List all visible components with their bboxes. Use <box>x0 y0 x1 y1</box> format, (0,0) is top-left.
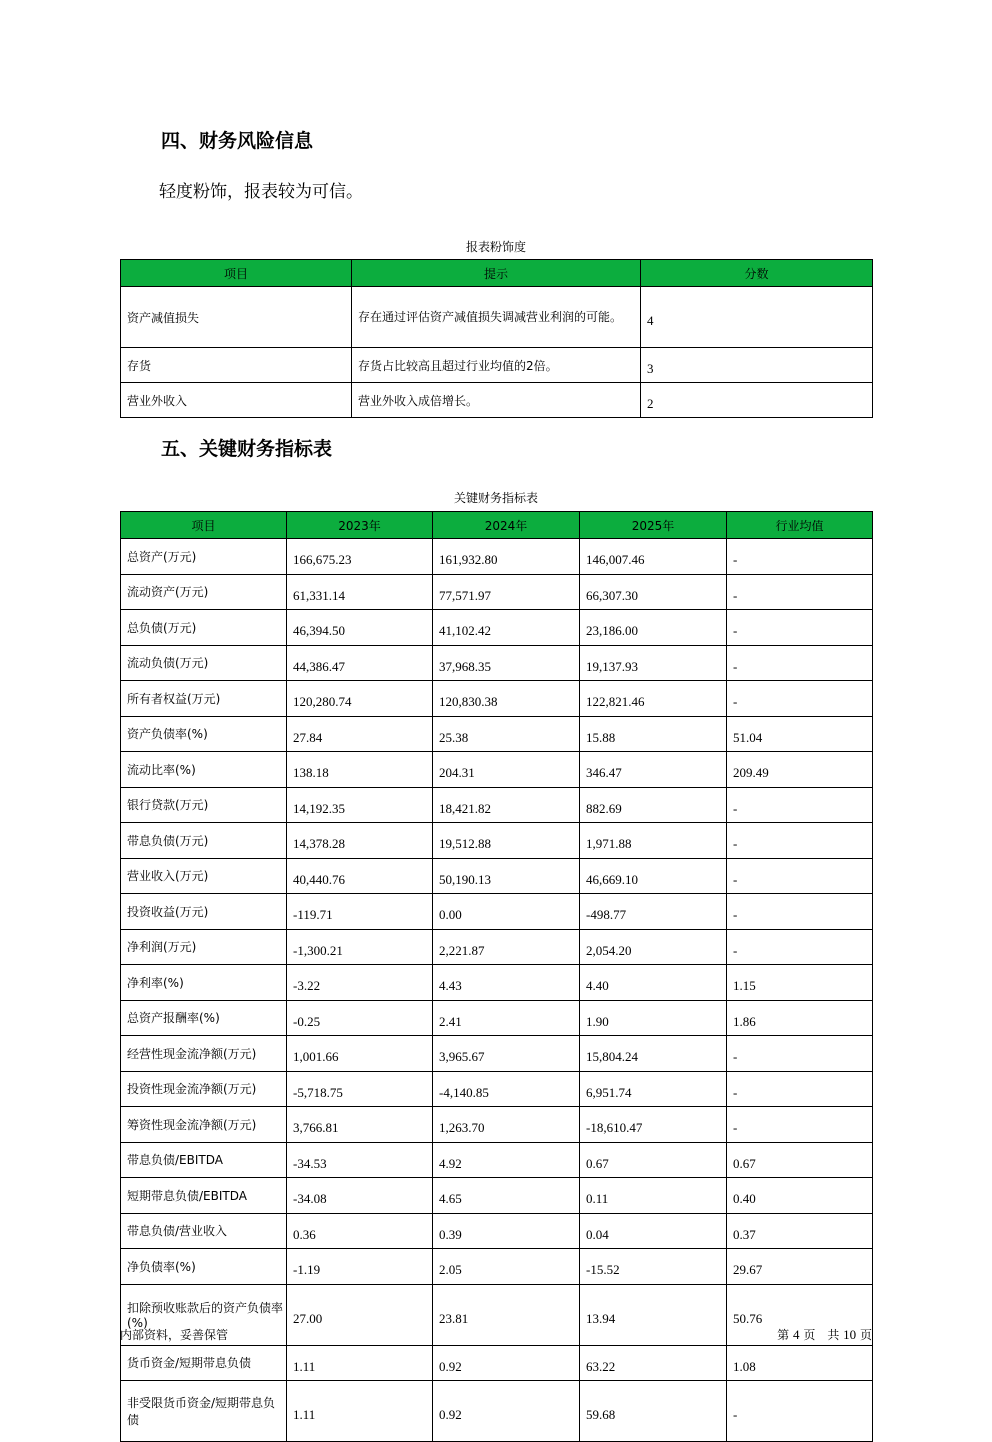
value-2024: 161,932.80 <box>433 539 580 575</box>
kpi-item: 总资产报酬率(%) <box>121 1000 287 1036</box>
table-header-row <box>121 260 873 287</box>
industry-average: 0.40 <box>727 1178 873 1214</box>
value-2025: 59.68 <box>580 1381 727 1442</box>
industry-average: - <box>727 1071 873 1107</box>
value-2025: 4.40 <box>580 965 727 1001</box>
industry-average: - <box>727 1036 873 1072</box>
value-2025: 15,804.24 <box>580 1036 727 1072</box>
kpi-item: 带息负债(万元) <box>121 823 287 859</box>
section5-heading: 五、关键财务指标表 <box>161 438 333 460</box>
value-2024: 50,190.13 <box>433 858 580 894</box>
value-2025: -18,610.47 <box>580 1107 727 1143</box>
value-2023: 44,386.47 <box>287 645 433 681</box>
value-2023: 1,001.66 <box>287 1036 433 1072</box>
industry-average: 1.15 <box>727 965 873 1001</box>
risk-item: 资产减值损失 <box>121 287 352 348</box>
table-row <box>121 1249 873 1285</box>
table-row <box>121 752 873 788</box>
column-header: 分数 <box>641 260 873 287</box>
kpi-item: 银行贷款(万元) <box>121 787 287 823</box>
value-2024: 0.92 <box>433 1381 580 1442</box>
kpi-item: 带息负债/营业收入 <box>121 1213 287 1249</box>
risk-score: 4 <box>641 287 873 348</box>
value-2024: 37,968.35 <box>433 645 580 681</box>
value-2025: 2,054.20 <box>580 929 727 965</box>
risk-tip: 存货占比较高且超过行业均值的2倍。 <box>352 348 641 383</box>
value-2023: -1,300.21 <box>287 929 433 965</box>
value-2023: 27.84 <box>287 716 433 752</box>
value-2023: -34.08 <box>287 1178 433 1214</box>
value-2025: 0.67 <box>580 1142 727 1178</box>
risk-item: 营业外收入 <box>121 383 352 418</box>
value-2023: 14,378.28 <box>287 823 433 859</box>
kpi-item: 扣除预收账款后的资产负债率(%) <box>121 1284 287 1345</box>
value-2024: 4.65 <box>433 1178 580 1214</box>
industry-average: - <box>727 574 873 610</box>
value-2023: -119.71 <box>287 894 433 930</box>
value-2025: 122,821.46 <box>580 681 727 717</box>
risk-score: 3 <box>641 348 873 383</box>
industry-average: - <box>727 1107 873 1143</box>
kpi-item: 投资收益(万元) <box>121 894 287 930</box>
table-row <box>121 681 873 717</box>
value-2023: 14,192.35 <box>287 787 433 823</box>
industry-average: - <box>727 645 873 681</box>
table-row <box>121 1107 873 1143</box>
industry-average: - <box>727 539 873 575</box>
value-2025: 19,137.93 <box>580 645 727 681</box>
table-row <box>121 574 873 610</box>
value-2024: 3,965.67 <box>433 1036 580 1072</box>
kpi-item: 净利润(万元) <box>121 929 287 965</box>
value-2024: 0.39 <box>433 1213 580 1249</box>
page-total: 10 <box>843 1327 857 1342</box>
industry-average: 51.04 <box>727 716 873 752</box>
value-2024: 18,421.82 <box>433 787 580 823</box>
footer-confidential: 内部资料，妥善保管 <box>120 1328 229 1342</box>
value-2024: 4.92 <box>433 1142 580 1178</box>
page-mid: 页 共 <box>803 1328 840 1342</box>
value-2023: 138.18 <box>287 752 433 788</box>
value-2025: -15.52 <box>580 1249 727 1285</box>
industry-average: - <box>727 681 873 717</box>
risk-item: 存货 <box>121 348 352 383</box>
column-header: 项目 <box>121 260 352 287</box>
risk-tip: 营业外收入成倍增长。 <box>352 383 641 418</box>
value-2023: -0.25 <box>287 1000 433 1036</box>
industry-average: 0.37 <box>727 1213 873 1249</box>
table-row <box>121 610 873 646</box>
risk-score: 2 <box>641 383 873 418</box>
value-2025: 1,971.88 <box>580 823 727 859</box>
kpi-item: 货币资金/短期带息负债 <box>121 1345 287 1381</box>
value-2024: 1,263.70 <box>433 1107 580 1143</box>
page-suffix: 页 <box>859 1328 872 1342</box>
column-header: 2023年 <box>287 512 433 539</box>
value-2025: 15.88 <box>580 716 727 752</box>
value-2023: 27.00 <box>287 1284 433 1345</box>
value-2024: 4.43 <box>433 965 580 1001</box>
industry-average: 209.49 <box>727 752 873 788</box>
value-2025: 1.90 <box>580 1000 727 1036</box>
value-2023: 61,331.14 <box>287 574 433 610</box>
value-2025: 146,007.46 <box>580 539 727 575</box>
value-2023: -5,718.75 <box>287 1071 433 1107</box>
industry-average: - <box>727 929 873 965</box>
table-row <box>121 1071 873 1107</box>
kpi-table-caption: 关键财务指标表 <box>453 491 538 505</box>
value-2025: 6,951.74 <box>580 1071 727 1107</box>
table-row <box>121 965 873 1001</box>
value-2023: 46,394.50 <box>287 610 433 646</box>
table-row <box>121 1178 873 1214</box>
value-2023: 1.11 <box>287 1345 433 1381</box>
industry-average: 50.76 <box>727 1284 873 1345</box>
column-header: 提示 <box>352 260 641 287</box>
table-row <box>121 1036 873 1072</box>
value-2023: 166,675.23 <box>287 539 433 575</box>
kpi-item: 非受限货币资金/短期带息负债 <box>121 1381 287 1442</box>
table-row <box>121 383 873 418</box>
table-row <box>121 1284 873 1345</box>
value-2023: -1.19 <box>287 1249 433 1285</box>
kpi-item: 总资产(万元) <box>121 539 287 575</box>
value-2025: 882.69 <box>580 787 727 823</box>
value-2024: -4,140.85 <box>433 1071 580 1107</box>
industry-average: - <box>727 1381 873 1442</box>
table-row <box>121 1000 873 1036</box>
value-2024: 0.00 <box>433 894 580 930</box>
risk-summary: 轻度粉饰，报表较为可信。 <box>159 182 363 202</box>
kpi-item: 资产负债率(%) <box>121 716 287 752</box>
value-2025: 66,307.30 <box>580 574 727 610</box>
kpi-item: 短期带息负债/EBITDA <box>121 1178 287 1214</box>
kpi-item: 流动负债(万元) <box>121 645 287 681</box>
table-header-row <box>121 512 873 539</box>
value-2024: 2.05 <box>433 1249 580 1285</box>
value-2024: 0.92 <box>433 1345 580 1381</box>
kpi-item: 总负债(万元) <box>121 610 287 646</box>
kpi-item: 净负债率(%) <box>121 1249 287 1285</box>
value-2025: 23,186.00 <box>580 610 727 646</box>
table-row <box>121 287 873 348</box>
risk-tip-text: 存在通过评估资产减值损失调减营业利润的可能。 <box>358 310 623 324</box>
table-row <box>121 348 873 383</box>
value-2025: 346.47 <box>580 752 727 788</box>
kpi-table-body <box>121 539 873 1442</box>
industry-average: 1.08 <box>727 1345 873 1381</box>
value-2025: 0.04 <box>580 1213 727 1249</box>
value-2024: 41,102.42 <box>433 610 580 646</box>
table-row <box>121 1213 873 1249</box>
table-row <box>121 645 873 681</box>
risk-table <box>120 259 873 418</box>
page-prefix: 第 <box>777 1328 790 1342</box>
kpi-item: 筹资性现金流净额(万元) <box>121 1107 287 1143</box>
table-row <box>121 1381 873 1442</box>
value-2024: 2,221.87 <box>433 929 580 965</box>
value-2025: 0.11 <box>580 1178 727 1214</box>
kpi-item: 净利率(%) <box>121 965 287 1001</box>
value-2024: 19,512.88 <box>433 823 580 859</box>
value-2024: 23.81 <box>433 1284 580 1345</box>
industry-average: - <box>727 894 873 930</box>
value-2024: 77,571.97 <box>433 574 580 610</box>
kpi-item: 经营性现金流净额(万元) <box>121 1036 287 1072</box>
table-row <box>121 894 873 930</box>
value-2024: 2.41 <box>433 1000 580 1036</box>
column-header: 2024年 <box>433 512 580 539</box>
kpi-item: 投资性现金流净额(万元) <box>121 1071 287 1107</box>
section4-heading: 四、财务风险信息 <box>161 130 314 152</box>
table-row <box>121 787 873 823</box>
value-2024: 204.31 <box>433 752 580 788</box>
page-number <box>777 1326 872 1343</box>
table-row <box>121 716 873 752</box>
table-row <box>121 823 873 859</box>
column-header: 行业均值 <box>727 512 873 539</box>
industry-average: - <box>727 823 873 859</box>
table-row <box>121 1345 873 1381</box>
industry-average: 29.67 <box>727 1249 873 1285</box>
value-2023: 3,766.81 <box>287 1107 433 1143</box>
value-2023: 40,440.76 <box>287 858 433 894</box>
kpi-item: 流动资产(万元) <box>121 574 287 610</box>
kpi-item: 营业收入(万元) <box>121 858 287 894</box>
industry-average: - <box>727 610 873 646</box>
kpi-item: 带息负债/EBITDA <box>121 1142 287 1178</box>
industry-average: 1.86 <box>727 1000 873 1036</box>
value-2025: 63.22 <box>580 1345 727 1381</box>
value-2025: 46,669.10 <box>580 858 727 894</box>
table-row <box>121 858 873 894</box>
kpi-item: 流动比率(%) <box>121 752 287 788</box>
value-2023: 1.11 <box>287 1381 433 1442</box>
value-2025: -498.77 <box>580 894 727 930</box>
page-current: 4 <box>792 1327 800 1342</box>
industry-average: - <box>727 787 873 823</box>
value-2025: 13.94 <box>580 1284 727 1345</box>
value-2023: -34.53 <box>287 1142 433 1178</box>
value-2023: -3.22 <box>287 965 433 1001</box>
kpi-table <box>120 511 873 1442</box>
value-2023: 0.36 <box>287 1213 433 1249</box>
table-row <box>121 1142 873 1178</box>
column-header: 项目 <box>121 512 287 539</box>
kpi-item: 所有者权益(万元) <box>121 681 287 717</box>
value-2024: 120,830.38 <box>433 681 580 717</box>
value-2023: 120,280.74 <box>287 681 433 717</box>
industry-average: - <box>727 858 873 894</box>
column-header: 2025年 <box>580 512 727 539</box>
table-row <box>121 539 873 575</box>
value-2024: 25.38 <box>433 716 580 752</box>
risk-tip <box>352 287 641 348</box>
risk-table-caption: 报表粉饰度 <box>465 240 526 254</box>
industry-average: 0.67 <box>727 1142 873 1178</box>
table-row <box>121 929 873 965</box>
